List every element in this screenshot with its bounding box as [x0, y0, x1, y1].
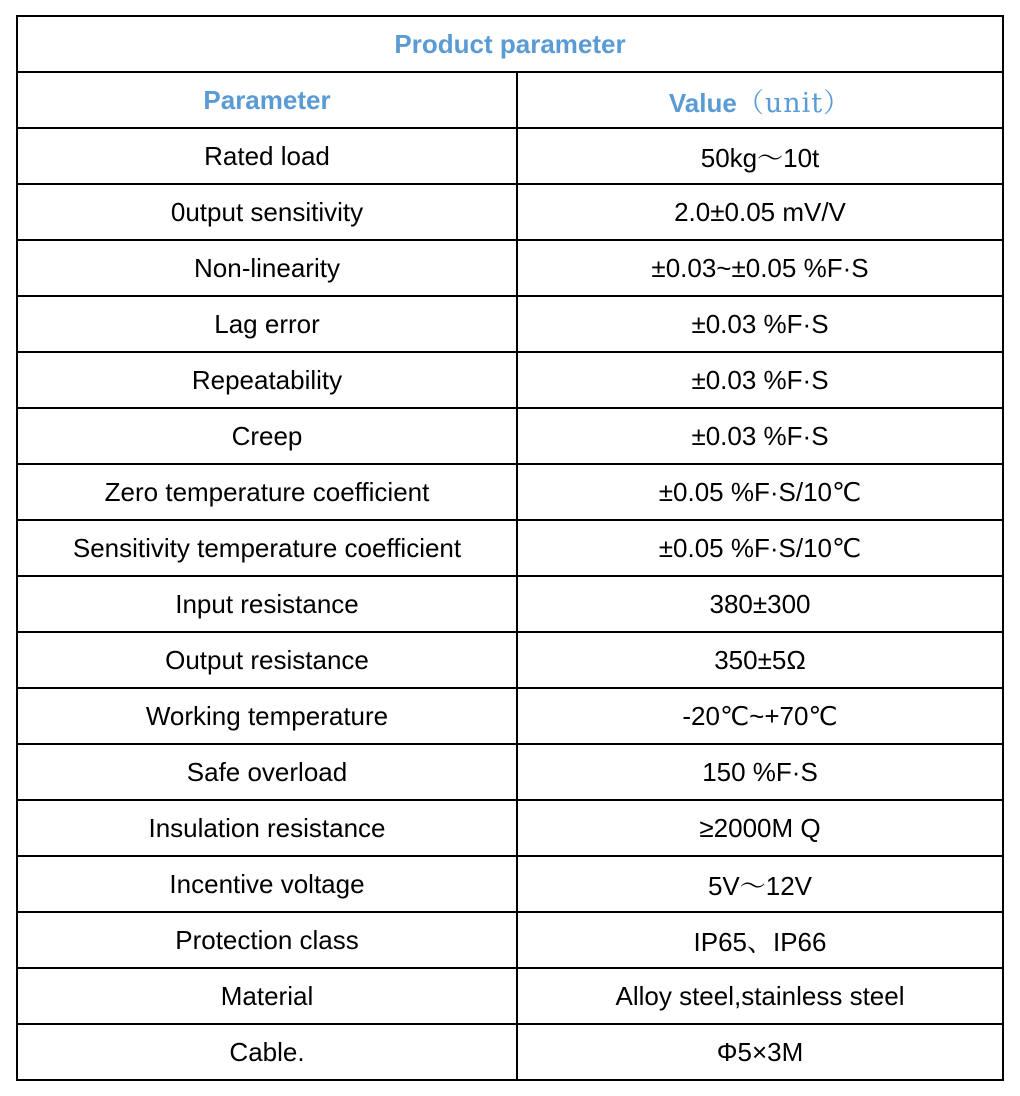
- parameter-cell: 0utput sensitivity: [17, 184, 517, 240]
- table-row: [17, 856, 1003, 912]
- parameter-cell: Material: [17, 968, 517, 1024]
- header-value: Value: [668, 87, 737, 118]
- table-row: [17, 576, 1003, 632]
- value-cell: ±0.05 %F·S/10℃: [517, 520, 1003, 576]
- parameter-cell: Protection class: [17, 912, 517, 968]
- value-cell: 150 %F·S: [517, 744, 1003, 800]
- product-parameter-table: [16, 15, 1004, 1081]
- value-cell: 50kg～10t: [517, 128, 1003, 184]
- table-row: [17, 800, 1003, 856]
- table-row: [17, 1024, 1003, 1080]
- table-row: [17, 296, 1003, 352]
- value-cell: 350±5Ω: [517, 632, 1003, 688]
- parameter-cell: Lag error: [17, 296, 517, 352]
- table-row: [17, 240, 1003, 296]
- table-row: [17, 184, 1003, 240]
- parameter-cell: Rated load: [17, 128, 517, 184]
- parameter-cell: Repeatability: [17, 352, 517, 408]
- parameter-cell: Non-linearity: [17, 240, 517, 296]
- value-cell: ±0.03 %F·S: [517, 408, 1003, 464]
- value-cell: ±0.03~±0.05 %F·S: [517, 240, 1003, 296]
- header-row: [17, 72, 1003, 128]
- table-row: [17, 128, 1003, 184]
- value-cell: 380±300: [517, 576, 1003, 632]
- parameter-cell: Sensitivity temperature coefficient: [17, 520, 517, 576]
- table-row: [17, 464, 1003, 520]
- value-cell: ±0.03 %F·S: [517, 352, 1003, 408]
- parameter-cell: Safe overload: [17, 744, 517, 800]
- table-row: [17, 520, 1003, 576]
- parameter-cell: Zero temperature coefficient: [17, 464, 517, 520]
- value-cell: 5V～12V: [517, 856, 1003, 912]
- table-row: [17, 744, 1003, 800]
- table-row: [17, 632, 1003, 688]
- value-cell: 2.0±0.05 mV/V: [517, 184, 1003, 240]
- value-cell: Alloy steel,stainless steel: [517, 968, 1003, 1024]
- header-unit: （unit）: [736, 87, 852, 119]
- value-cell: IP65、IP66: [517, 912, 1003, 968]
- header-parameter: Parameter: [17, 72, 517, 128]
- value-cell: ±0.05 %F·S/10℃: [517, 464, 1003, 520]
- parameter-cell: Working temperature: [17, 688, 517, 744]
- table-row: [17, 352, 1003, 408]
- parameter-cell: Incentive voltage: [17, 856, 517, 912]
- value-cell: Φ5×3M: [517, 1024, 1003, 1080]
- table-row: [17, 408, 1003, 464]
- value-cell: ≥2000M Q: [517, 800, 1003, 856]
- table-row: [17, 968, 1003, 1024]
- title-row: [17, 16, 1003, 72]
- parameter-cell: Creep: [17, 408, 517, 464]
- header-value-cell: [517, 72, 1003, 128]
- parameter-cell: Cable.: [17, 1024, 517, 1080]
- value-cell: ±0.03 %F·S: [517, 296, 1003, 352]
- table-title: Product parameter: [17, 16, 1003, 72]
- parameter-cell: Input resistance: [17, 576, 517, 632]
- table-row: [17, 912, 1003, 968]
- table-row: [17, 688, 1003, 744]
- parameter-cell: Insulation resistance: [17, 800, 517, 856]
- parameter-cell: Output resistance: [17, 632, 517, 688]
- value-cell: -20℃~+70℃: [517, 688, 1003, 744]
